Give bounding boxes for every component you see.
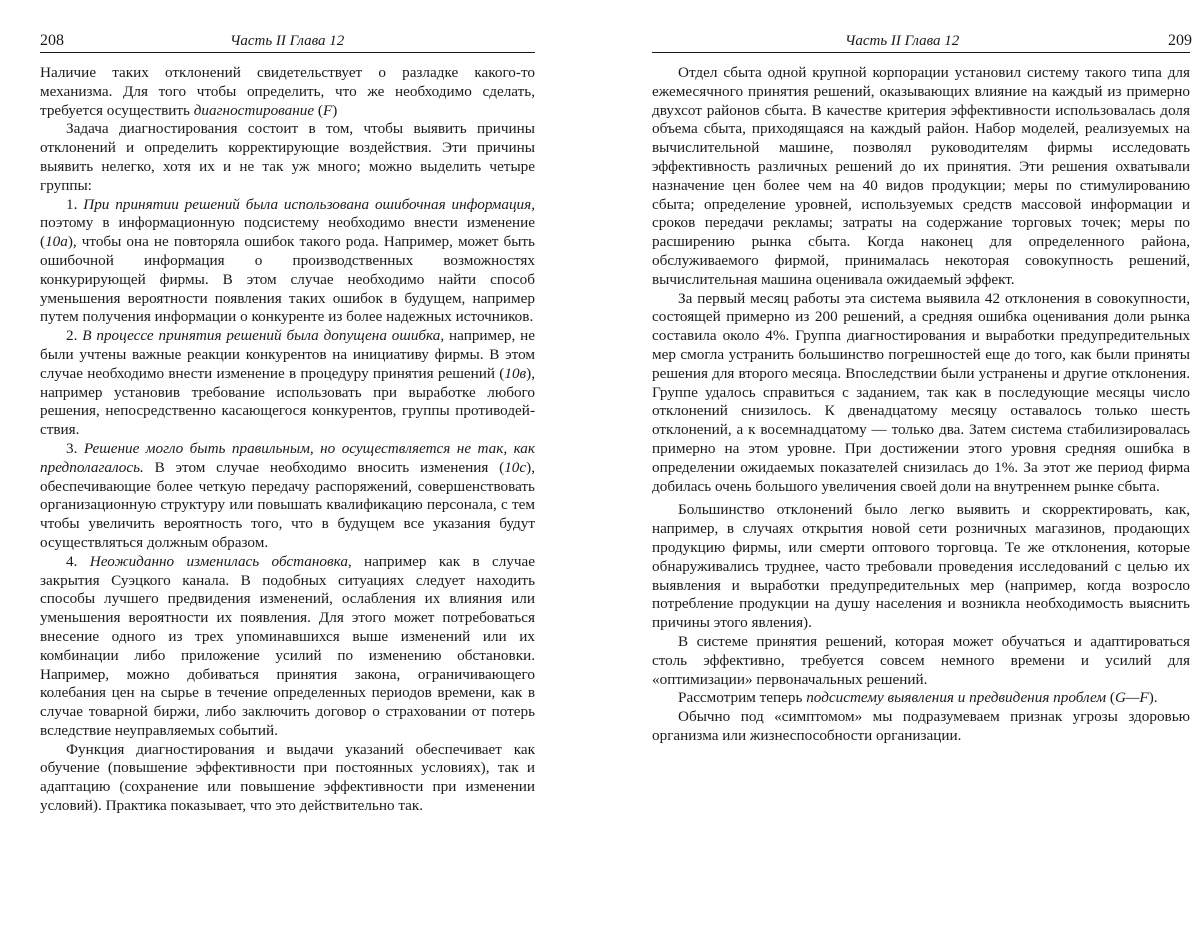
text-run: Рассмотрим теперь: [678, 689, 807, 707]
italic-text-run: В процессе принятия решений была допущена ошибка,: [82, 327, 445, 345]
paragraph: [40, 64, 535, 120]
text-run: 3.: [66, 439, 84, 457]
running-head-left: Часть II Глава 12: [230, 33, 345, 49]
text-run: Функция диагностирования и выдачи указаний обеспечивает как обучение (повышение эффективности при постоянных условиях), так и адаптацию (сохранение или повышение эффективности при изменении условий). Практика показывает, что это действительно так.: [40, 740, 535, 815]
text-run: Большинство отклонений было легко выявить и скорректировать, как, например, в случаях открытия новой сети розничных магазинов, продающих продукцию фирмы, или смерти оптового торговца. Те же отклонения, которые обнаруживались труднее, часто требовали проведения исследований с целью их выявления и выработки предупредительных мер (например, когда возросло потребление продукции на душу населения и возникла необходимость выяснить причины этого явления).: [652, 501, 1190, 632]
italic-text-run: При принятии решений была использована ошибочная информация,: [83, 195, 536, 213]
text-run: В системе принятия решений, которая может обучаться и адаптироваться столь эффективно, требуется совсем немного времени и усилий для «оптимизации» первоначальных решений.: [652, 632, 1190, 688]
text-run: 2.: [66, 327, 83, 345]
paragraph: [652, 689, 1190, 708]
italic-text-run: F: [322, 101, 333, 119]
text-column-right: [652, 64, 1190, 746]
paragraph: [40, 327, 535, 440]
text-run: Задача диагностирования состоит в том, чтобы выявить причины отклонений и определить корректирующие воздействия. Эти причины выявить нелегко, хотя их и не так уж много; можно выделить четыре группы:: [40, 120, 535, 194]
text-run: поэтому в информационную подсистему необходимо внести изменение (: [40, 214, 535, 251]
running-head-right: Часть II Глава 12: [845, 33, 960, 49]
paragraph: [652, 708, 1190, 746]
text-run: например как в случае закрытия Суэцкого канала. В подобных ситуациях следует находить способы лучшего предвидения изменений, ослабления их влияния или уменьшения вероятности их появления. Для этого может потребоваться внесение одного из трех упоминавшихся выше изменений или их комбинации либо приложение усилий по изменению обстановки. Например, можно добиваться принятия закона, ограничивающего колебания цен на сырье в течение определенных периодов времени, как в случае товарной биржи, либо заключить договор о страховании от потерь вследствие неуправляемых событий.: [40, 552, 536, 739]
italic-text-run: 10с: [504, 458, 527, 476]
text-run: 4.: [66, 552, 90, 570]
paragraph: [652, 64, 1190, 290]
paragraph: [652, 290, 1190, 497]
text-run: ), например установив требование использовать при выработке любого решения, непосредственно касающегося конкурентов, группы противодействия.: [40, 364, 535, 439]
text-run: ), чтобы она не повторяла ошибок такого рода. Например, может быть ошибочной информация о производственных возможностях конкурирующей фирмы. В этом случае необходимо найти способ уменьшения вероятности появления таких ошибок в будущем, например путем получения информации о конкуренте из более надежных источников.: [40, 233, 535, 326]
italic-text-run: диагностирование: [193, 101, 315, 119]
text-run: За первый месяц работы эта система выявила 42 отклонения в совокупности, состоящей примерно из 200 решений, а средняя ошибка оценивания доли рынка составила около 4%. Группа диагностирования и выработки предупредительных мер смогла устранить большинство погрешностей еще до того, как были приняты решения для второго месяца. Впоследствии были устранены и другие отклонения. Группе удалось справиться с заданием, так как в последующие месяцы число отклонений снизилось. К двенадцатому месяцу оставалось только шесть отклонений, а к восемнадцатому — только два. Затем система стабилизировалась примерно на этом уровне. При достижении этого уровня средняя ошибка в определении ожидаемых показателей снизилась до 1%. За этот же период фирма добилась очень большого увеличения своей доли на внутреннем рынке сбыта.: [652, 289, 1190, 495]
text-run: В этом случае необходимо вносить изменения (: [143, 458, 505, 476]
paragraph: [40, 553, 535, 741]
italic-text-run: 10в: [504, 364, 527, 382]
text-run: (: [314, 101, 323, 119]
paragraph: [40, 440, 535, 553]
italic-text-run: Неожиданно изменилась обстановка,: [89, 552, 352, 570]
left-page: [0, 0, 560, 944]
right-page: [640, 0, 1200, 944]
text-run: например, не были учтены важные реакции конкурентов на инициативу фирмы. В этом случае необходимо внести изменение в процедуру принятия решений (: [40, 327, 535, 382]
text-run: 1.: [66, 195, 84, 213]
page-number-left: 208: [40, 32, 64, 49]
paragraph: [40, 120, 535, 195]
paragraph: [40, 196, 535, 328]
header-rule-right: [652, 52, 1190, 53]
text-run: Обычно под «симптомом» мы подразумеваем признак угрозы здоровью организма или жизнеспособности организации.: [652, 708, 1190, 744]
italic-text-run: Решение могло быть правильным, но осуществляется не так, как предполагалось.: [40, 439, 535, 476]
text-run: ), обеспечивающие более четкую передачу распоряжений, совершенствовать организационную структуру или повышать квалификацию персонала, с тем чтобы увеличить вероятность того, что в будущем все указания будут осуществляться должным образом.: [40, 458, 535, 551]
paragraph: [652, 501, 1190, 633]
italic-text-run: G—F: [1114, 689, 1149, 707]
paragraph: [652, 633, 1190, 689]
page-number-right: 209: [1168, 32, 1192, 49]
header-rule-left: [40, 52, 535, 53]
text-column-left: [40, 64, 535, 816]
paragraph: [40, 741, 535, 816]
text-run: (: [1106, 689, 1115, 707]
italic-text-run: подсистему выявления и предвидения проблем: [806, 689, 1107, 707]
text-run: ): [332, 101, 338, 119]
text-run: Отдел сбыта одной крупной корпорации установил систему такого типа для ежемесячного принятия решений, оказывающих влияние на каждый из примерно двухсот районов сбыта. В качестве критерия эффективности использовалась доля объема сбыта, приходящаяся на каждый район. Набор моделей, реализуемых на вычислительной машине, позволял руководителям фирмы исследовать эффективность различных решений до их принятия. Эти решения охватывали назначение цен более чем на 40 видов продукции; меры по стимулированию сбыта; определение уровней, используемых средств массовой информации и сроков передачи рекламы; затраты на содержание торговых точек; меры по расширению рынка сбыта. Когда наконец для определенного района, обслуживаемого фирмой, принималась некоторая совокупность решений, вычислительная машина оценивала ожидаемый эффект.: [652, 64, 1190, 288]
italic-text-run: 10а: [45, 233, 68, 251]
text-run: ).: [1148, 689, 1158, 707]
text-run: Наличие таких отклонений свидетельствует о разладке какого-то механизма. Для того чтобы определить, что же необходимо сделать, требуется осуществить: [40, 64, 535, 119]
